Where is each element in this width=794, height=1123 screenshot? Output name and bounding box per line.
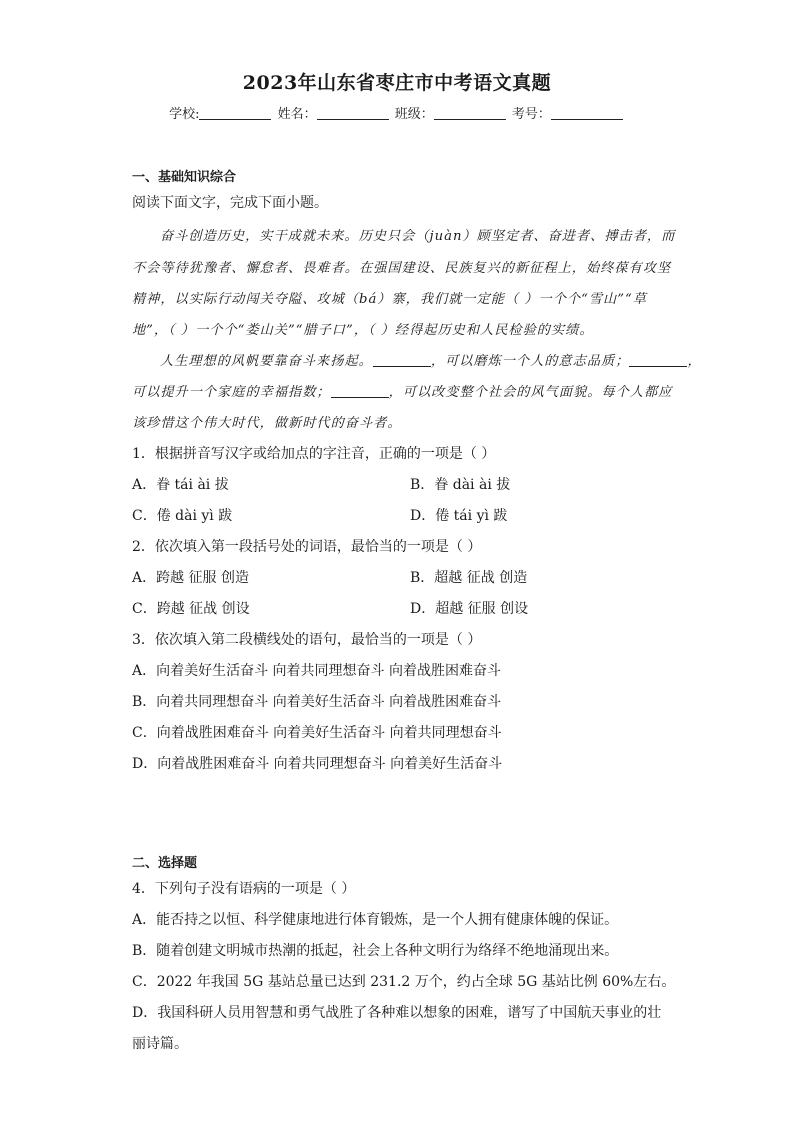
passage-text: 人生理想的风帆要靠奋斗来扬起。 bbox=[160, 354, 373, 369]
q2-option-c: C．跨越 征战 创设 bbox=[132, 601, 250, 617]
passage-line-2: 不会等待犹豫者、懈怠者、畏难者。在强国建设、民族复兴的新征程上，始终葆有攻坚 bbox=[132, 261, 672, 276]
q4-option-d-continued: 丽诗篇。 bbox=[132, 1036, 188, 1052]
reading-instruction: 阅读下面文字，完成下面小题。 bbox=[132, 195, 328, 211]
exam-number-blank bbox=[551, 105, 623, 120]
question-4: 4．下列句子没有语病的一项是（ ） bbox=[132, 881, 356, 897]
section-2-heading: 二、选择题 bbox=[132, 856, 198, 871]
q1-option-a: A．眷 tái ài 拔 bbox=[132, 477, 229, 493]
q1-option-c: C．倦 dài yì 跋 bbox=[132, 508, 233, 524]
q3-option-a: A．向着美好生活奋斗 向着共同理想奋斗 向着战胜困难奋斗 bbox=[132, 663, 502, 679]
q3-option-c: C．向着战胜困难奋斗 向着美好生活奋斗 向着共同理想奋斗 bbox=[132, 725, 502, 741]
q4-option-c: C．2022 年我国 5G 基站总量已达到 231.2 万个，约占全球 5G 基站比例 60%左右。 bbox=[132, 974, 676, 990]
fill-blank-2 bbox=[629, 353, 687, 367]
fill-blank-3 bbox=[331, 384, 389, 398]
q4-option-a: A．能否持之以恒、科学健康地进行体育锻炼，是一个人拥有健康体魄的保证。 bbox=[132, 912, 619, 928]
student-info-line bbox=[0, 103, 794, 122]
fill-blank-1 bbox=[373, 353, 431, 367]
class-label: 班级： bbox=[394, 107, 434, 122]
passage-text: ， bbox=[687, 354, 702, 369]
question-1: 1．根据拼音写汉字或给加点的字注音，正确的一项是（ ） bbox=[132, 446, 496, 462]
passage-line-5 bbox=[160, 350, 702, 369]
section-1-heading: 一、基础知识综合 bbox=[132, 170, 237, 185]
q2-option-d: D．超越 征服 创设 bbox=[410, 601, 529, 617]
passage-line-3: 精神，以实际行动闯关夺隘、攻城（bá）寨，我们就一定能（ ）一个个“雪山”“草 bbox=[132, 292, 647, 307]
q1-option-b: B．眷 dài ài 拔 bbox=[410, 477, 511, 493]
name-blank bbox=[317, 105, 389, 120]
q4-option-d: D．我国科研人员用智慧和勇气战胜了各种难以想象的困难，谱写了中国航天事业的壮 bbox=[132, 1005, 662, 1021]
passage-line-6 bbox=[132, 381, 672, 400]
passage-line-7: 该珍惜这个伟大时代，做新时代的奋斗者。 bbox=[132, 416, 402, 431]
passage-text: 可以提升一个家庭的幸福指数； bbox=[132, 385, 331, 400]
exam-number-label: 考号： bbox=[511, 107, 551, 122]
class-blank bbox=[434, 105, 506, 120]
school-blank bbox=[199, 105, 271, 120]
passage-text: ，可以改变整个社会的风气面貌。每个人都应 bbox=[388, 385, 673, 400]
q4-option-b: B．随着创建文明城市热潮的抵起，社会上各种文明行为络绎不绝地涌现出来。 bbox=[132, 943, 619, 959]
question-3: 3．依次填入第二段横线处的语句，最恰当的一项是（ ） bbox=[132, 632, 482, 648]
q3-option-d: D．向着战胜困难奋斗 向着共同理想奋斗 向着美好生活奋斗 bbox=[132, 756, 503, 772]
passage-text: ，可以磨炼一个人的意志品质； bbox=[430, 354, 630, 369]
name-label: 姓名： bbox=[277, 107, 317, 122]
q2-option-b: B．超越 征战 创造 bbox=[410, 570, 528, 586]
school-label: 学校: bbox=[169, 107, 200, 122]
q2-option-a: A．跨越 征服 创造 bbox=[132, 570, 250, 586]
q3-option-b: B．向着共同理想奋斗 向着美好生活奋斗 向着战胜困难奋斗 bbox=[132, 694, 502, 710]
page-title: 2023年山东省枣庄市中考语文真题 bbox=[242, 72, 552, 94]
passage-line-1: 奋斗创造历史，实干成就未来。历史只会（juàn）顾坚定者、奋进者、搏击者，而 bbox=[160, 229, 676, 244]
passage-line-4: 地”，（ ）一个个“娄山关”“腊子口”，（ ）经得起历史和人民检验的实绩。 bbox=[132, 323, 594, 338]
q1-option-d: D．倦 tái yì 跋 bbox=[410, 508, 508, 524]
question-2: 2．依次填入第一段括号处的词语，最恰当的一项是（ ） bbox=[132, 539, 482, 555]
